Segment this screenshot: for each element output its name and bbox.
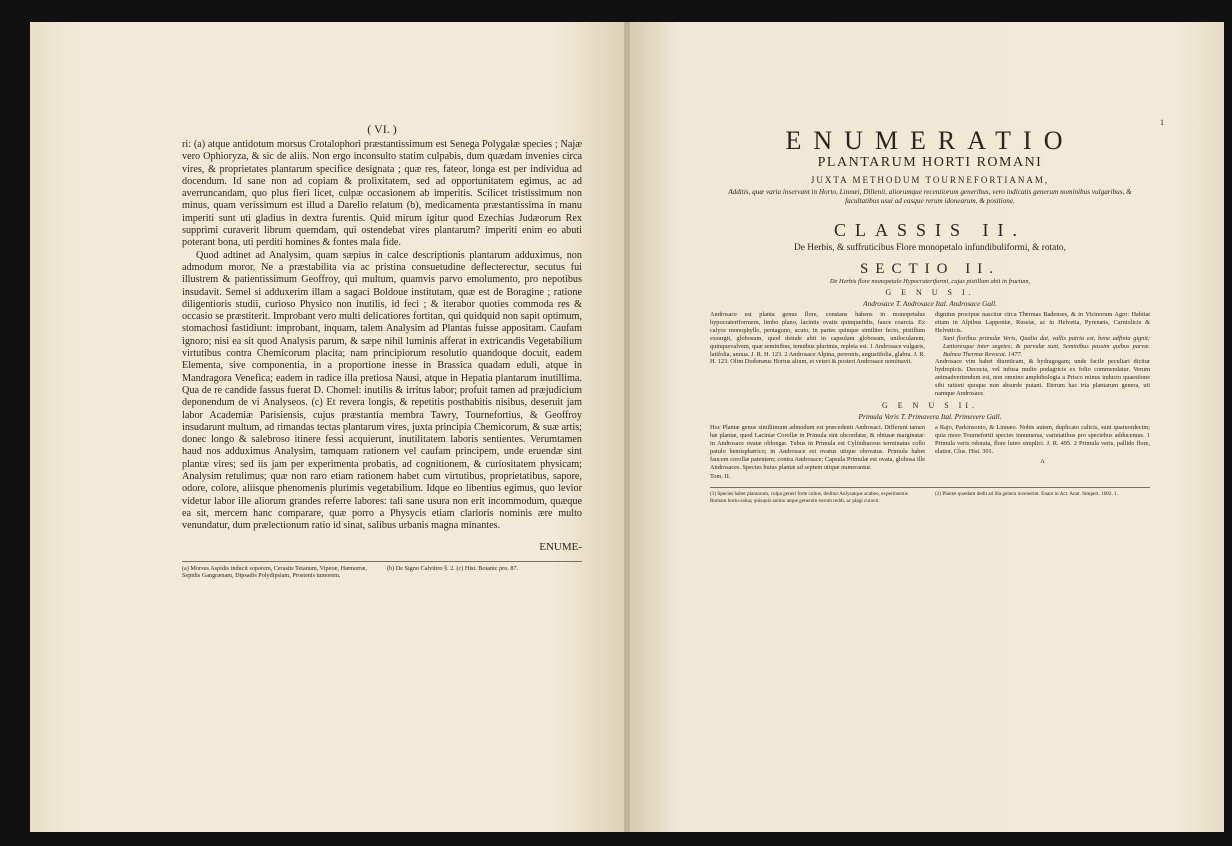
book-spread: [30, 22, 1224, 832]
sectio-heading: SECTIO II.: [860, 261, 1000, 277]
genus-name: Androsace T. Androsace Ital. Androsace Gall.: [863, 299, 997, 308]
method-line: JUXTA METHODUM TOURNEFORTIANAM,: [810, 175, 1050, 185]
catchword: ENUME-: [539, 540, 582, 553]
paragraph: Quod adtinet ad Analysim, quam sæpius in calce descriptionis plantarum adduximus, non admodum moror. Ne a præstabilita via ac pristina consuetudine deflecterectur, secutus fui illustrem & patientissimum Geoffroy, qui multum, quamvis parvo emolumento, pro nepotibus insudavit. Semel si adduxerim illam a sagaci Boldoue institutam, quæ est de Boragine ; ratione diligentioris studii, curioso Physico non inutilis, id feci ; & iterabor quoties commoda res & occasio se præstiterit. Improbant vero multi delicatiores fortitan, qui quidquid non sapit optimum, stomachosi fastidiunt: improbant, inquam, talem Analysim ad Plantas fuisse appositam. Caufam ignoro; nisi ea sit quod Analysis parum, & sæpe nihil luminis afferat in extricandis Vegetabilium virtutibus contra Chemicorum placita; nam principiorum resolutio quandoque docuit, eadem Elementa, sive componentia, in a proportione inesse in Brassica quadam eduli, atque in Mandragora Venefica; eadem in radice illa pretiosa Nausi, atque in Hepatia plantarum inutillima. Qua de re candide fassus fuerat D. Chomel: inutilis & irritus labor; profuit tamen ad præjudicium deponendum de vi Analyseos. (c) Et revera longis, & repetitis posthabitis nisibus, deseruit jam labor Academiæ Parisiensis, cujus præstantia membra Tawry, Tournefortius, & Geoffroy insudarunt multum, ad rimandas tectas plantarum vires, juxta principia Chemicorum, & suæ artis; donec longo & salebroso itinere fessi acquierunt, inutilitatem laboris sentientes. Verumtamen haud nos adduximus Analysim, tamquam rationem vel caufam principem, unde eruendæ sint plantæ vires; sed iis jam per experimenta probatis, ad cognitionem, & curiositatem physicam; Analysim retulimus; quæ non raro etiam rationem habet cum virtutibus, proprietatibus, sapore, odore, colore, aliisque phenomenis plurimis vegetabilium. Idque eo libentius egimus, quo levior videtur labor ille aliorum grandes referre labores: tali sane usura non erit incommodum, quæque ea sit, mercem hanc comparare, quæ porro a Physycis etiam clarioris nominis ære multo venundatur, dum prælectionum ratio id sinat, salibus urbanis magna minantes.: [182, 249, 582, 532]
left-text-block: [182, 122, 582, 580]
column-text: [710, 424, 925, 481]
column-text: Androsace est planta genus flore, constans habens in monopetalus hypocrateriformem, limbo plano, laciniis ovatis quinquefidis, fauce coarcta. Ex calyce monophyllo, pentagono, acuto, in partes quinque similiter fecto, pistillum exsurgit, globosum, quod deinde abit in capsulam globosam, unilocularem, quinquevalvem, quæ seminibus, tenuibus plurimis, repleta est. 1 Androsace vulgaris, latifolia, annua. J. R. H. 123. 2 Androsace Alpina, perennis, angustifolia, glabra. J. R. H. 123. Olim Dodonæus Hortus alium, et veteri & posteri Androsace nominavit.: [710, 311, 925, 366]
paragraph: ri: (a) atque antidotum morsus Crotalophori præstantissimum est Senega Polygalæ species ; Najæ vero Ophioryza, & sic de aliis. Non ergo inconsulto statim culpabis, dum quædam invenies circa vires, & proprietates plantarum specifice designata ; quæ res, fateor, longa est per individua ad docendum. Id sane non ad copiam & prolixitatem, sed ad opportunitatem egimus, ac ad averruncandam, quo plus fieri licet, culpæ occasionem ab imperitis. Scilicet tristissimum non minus, quam verissimum est illud a Darelio relatum (b), medicamenta præstantissima in manu imperiti sunt uti gladius in dextra furentis. Quid mirum igitur quod Ezechias Judæorum Rex supprimi curaverit librum quemdam, qui ostendebat vires plantarum? imperiti enim eo abuti poterant bona, uti perditi homines & fontes mala fide.: [182, 139, 582, 249]
verse: Sunt floribus primulæ Veris, Qualia dat, vallis patria est, bene adfinia gignit; Lætioresque inter segetes; & parvulæ sunt, Seminibus passim quibus parvæ. Balnea Thermæ Revocat. 1477.: [943, 334, 1150, 358]
column-right: [935, 311, 1150, 398]
two-column-text: [710, 424, 1150, 481]
classis-heading: CLASSIS II.: [833, 220, 1026, 240]
column-text: a Rajo, Parkinsonio, & Linnæo. Nobis autem, duplicato calicis, sunt quatuordecim; quia more Tournefortii species innumeras, varietatibus pro speciebus adducemus. 1 Primula veris odorata, flore luteo simplici. J. R. 495. 2 Primula veris, pallido flore, elatior. Clus. Hist. 301.: [935, 423, 1150, 455]
genus-heading: G E N U S II.: [882, 400, 978, 410]
footnote: (1) Species habet plantarum, culpa generi forte cultus, deditur Anlysatque acabeo, experimentis Romam hortu-salua; quisquis animo atque generum eorum reddi, ac plagi curavit.: [710, 491, 908, 504]
two-column-text: [710, 311, 1150, 398]
signature-mark: A: [1040, 457, 1045, 465]
page-number: ( VI. ): [367, 122, 397, 136]
footnotes: [182, 561, 582, 581]
footnote: (b) De Signo Calvitiro §. 2. (c) Hist. Botanic pro. 87.: [387, 564, 519, 572]
subtitle: PLANTARUM HORTI ROMANI: [817, 155, 1043, 170]
right-text-block: [710, 122, 1150, 504]
column-text: dignitus procipue nascitur circa Thermas Badenses, & in Vicinorum Agro: Habitat etiam in Alpibus Lapponiæ, Russiæ, ac in Helvetia, Pyrenæis, Carniolicis & Helveticis.: [935, 311, 1150, 334]
method-note: Additis, quæ varia inservant in Horto, Linnæi, Dillenii, aliorumque recentiorum generibus, vero indicatis generum nominibus vulgaribus, & facultatibus usui ad easque rerum idonearum, & positione.: [728, 188, 1132, 205]
footnotes: [710, 487, 1150, 504]
classis-description: De Herbis, & suffruticibus Flore monopetalo infundibuliformi, & rotato,: [794, 243, 1066, 253]
volume-mark: Tom. II.: [710, 473, 731, 481]
column-text: [935, 424, 1150, 481]
left-page: [30, 22, 627, 832]
page-mark: 1: [1160, 118, 1164, 127]
footnote: (a) Morsus Aspidis inducit soporem, Cerastis Tetanum, Viperæ, Hæmorræ, Sepidis Gangrænam, Dipsadis Polydipsiam, Prostenis tumorem.: [182, 564, 367, 580]
sectio-description: De Herbis flore monopetalo Hypocrateriformi, cujus pistillum abit in fructum,: [829, 278, 1031, 285]
footnote: (2) Plantæ quædam dedit ad illa genera invenerint. Enant in Act. Anat. Simpert. 1682. 1.: [935, 491, 1118, 498]
genus-name: Primula Veris T. Primavera Ital. Primevere Gall.: [858, 411, 1002, 421]
main-title: ENUMERATIO: [785, 126, 1075, 155]
genus-heading: G E N U S I.: [885, 288, 975, 297]
right-page: [630, 22, 1224, 832]
column-text: Hoc Plantæ genus similiimum admodum est præcedenti Androsaci. Differunt tamen hæ plantæ, quod Laciniæ Corollæ in Primula sint obcordatæ, & obtusæ marginatæ: in Androsace ovatæ oblongæ. Tubus in Primula est Cylindraceus terminatus collo patulo hemisphærico; in Androsace est ovatus utique obovatus. Primula habet faucem corollæ patentem; contra Androsace; Capsula Primulæ est ovata, globosa ille Androsaces. Species huius plantæ ad septem utique numerantur.: [710, 423, 925, 471]
column-text: Androsace vim habet diureticam, & hydragogam; unde facile peculiari dicitur hydropicis. Decocta, vel infusa multo podagricis ex folio commendatur. Verum animadvertendum est, non omnino amphibologia a Prisco minus inducto quaestione sibi rationi quoque non absurde putant. Eterum hac tria plantarum genera, uti namque Androsace.: [935, 358, 1150, 398]
